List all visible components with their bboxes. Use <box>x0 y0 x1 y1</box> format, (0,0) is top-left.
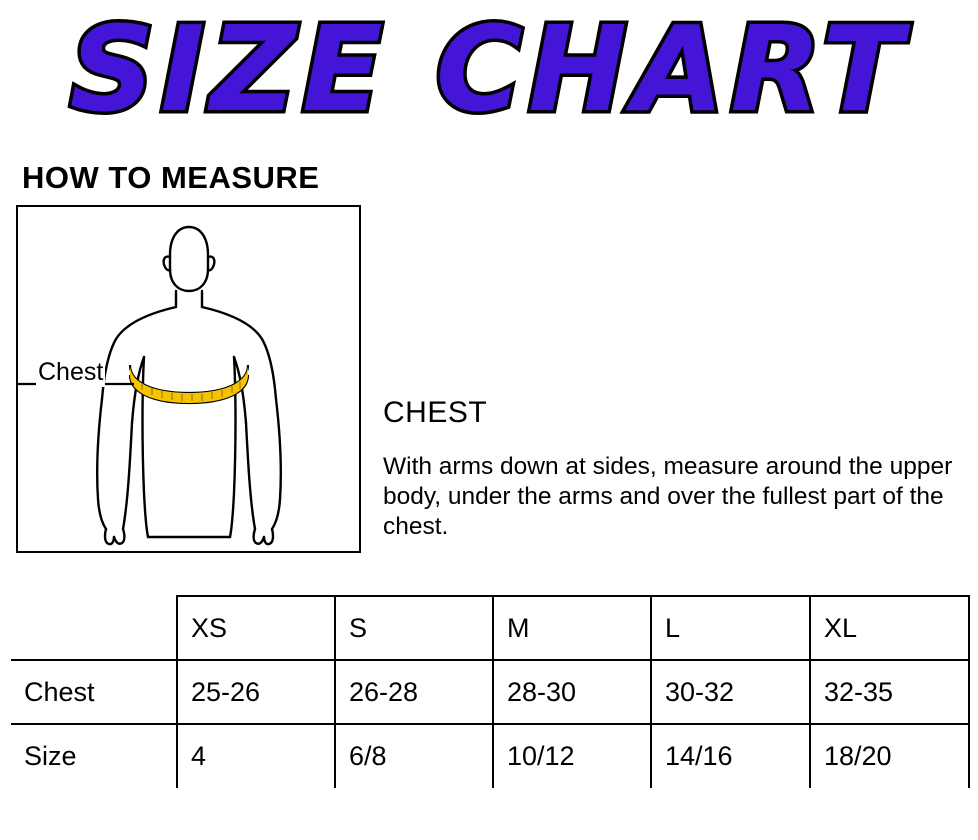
column-header-s: S <box>335 596 493 660</box>
cell-chest-xl: 32-35 <box>810 660 969 724</box>
cell-chest-xs: 25-26 <box>177 660 335 724</box>
cell-chest-s: 26-28 <box>335 660 493 724</box>
cell-size-xl: 18/20 <box>810 724 969 788</box>
table-row <box>11 660 969 724</box>
column-header-l: L <box>651 596 810 660</box>
cell-size-m: 10/12 <box>493 724 651 788</box>
cell-size-l: 14/16 <box>651 724 810 788</box>
page-title: SIZE CHART <box>69 0 909 138</box>
tape-measure <box>130 365 248 403</box>
row-label-chest: Chest <box>11 660 177 724</box>
cell-chest-m: 28-30 <box>493 660 651 724</box>
table-row <box>11 724 969 788</box>
column-header-xl: XL <box>810 596 969 660</box>
size-table <box>11 595 970 788</box>
table-header-row <box>11 596 969 660</box>
table-corner-cell <box>11 596 177 660</box>
how-to-measure-heading: HOW TO MEASURE <box>22 160 320 195</box>
info-description: With arms down at sides, measure around the upper body, under the arms and over the fullest part of the chest. <box>383 453 953 540</box>
cell-size-xs: 4 <box>177 724 335 788</box>
chest-measure-label: Chest <box>38 358 104 386</box>
column-header-m: M <box>493 596 651 660</box>
info-heading: CHEST <box>383 396 488 429</box>
cell-size-s: 6/8 <box>335 724 493 788</box>
column-header-xs: XS <box>177 596 335 660</box>
row-label-size: Size <box>11 724 177 788</box>
cell-chest-l: 30-32 <box>651 660 810 724</box>
